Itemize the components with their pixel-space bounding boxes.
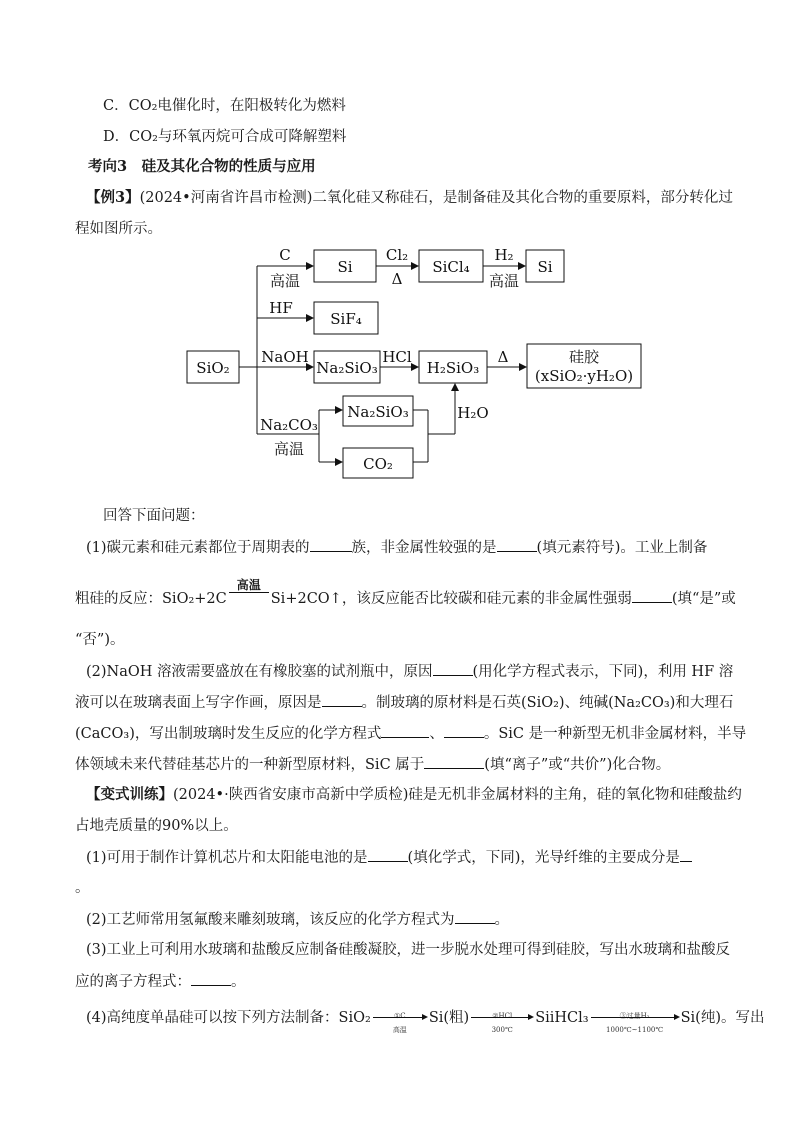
v1-text-a: (1)可用于制作计算机芯片和太阳能电池的是 (86, 850, 368, 866)
q1-condition-bar (229, 592, 269, 593)
variant-line-2: 占地壳质量的90%以上。 (75, 818, 238, 834)
q1-blank-1 (310, 537, 352, 552)
option-d: D．CO₂与环氧丙烷可合成可降解塑料 (103, 129, 347, 145)
q2-blank-3 (381, 723, 429, 738)
v4-arrow-3 (589, 1008, 681, 1034)
example-line-2: 程如图所示。 (75, 221, 162, 237)
label-h2o: H₂O (457, 404, 489, 422)
label-hf: HF (269, 299, 293, 317)
example-line-1 (86, 188, 733, 208)
label-co2: CO₂ (363, 455, 393, 473)
variant-line-1 (86, 785, 742, 805)
v4-arrow-1-bottom: 高温 (392, 1026, 407, 1034)
q2-blank-4 (444, 723, 484, 738)
example-label: 【例3】 (86, 189, 140, 206)
q1-text-c: (填元素符号)。工业上制备 (536, 540, 708, 556)
label-si-final: Si (537, 258, 553, 276)
q1-text-b: 族，非金属性较强的是 (351, 540, 497, 556)
q2-text-b: (用化学方程式表示，下同)，利用 HF 溶 (472, 664, 734, 680)
q2-blank-2 (322, 692, 362, 707)
q2-text-e: (CaCO₃)，写出制玻璃时发生反应的化学方程式 (75, 726, 382, 742)
q2-line-2 (75, 692, 733, 713)
label-gaowen-2: 高温 (488, 272, 520, 290)
label-h2sio3: H₂SiO₃ (426, 359, 480, 377)
v4-text-c: SiiHCl₃ (535, 1010, 589, 1026)
option-c: C．CO₂电催化时，在阳极转化为燃料 (103, 98, 346, 114)
v4-arrow-2-top: ②HCl (492, 1012, 513, 1020)
v4-arrow-2-bottom: 300℃ (491, 1026, 513, 1034)
v4-arrow-1 (371, 1008, 429, 1034)
label-na2sio3-a: Na₂SiO₃ (316, 359, 378, 377)
variant-label: 【变式训练】 (86, 786, 173, 803)
q2-line-4 (75, 754, 670, 775)
v4-text-b: Si(粗) (428, 1010, 470, 1026)
v1-line-1 (86, 847, 692, 868)
label-si: Si (337, 258, 353, 276)
variant-text-1: (2024•·陕西省安康市高新中学质检)硅是无机非金属材料的主角，硅的氧化物和硅酸盐约 (173, 787, 742, 803)
q2-text-h: 体领域未来代替硅基芯片的一种新型原材料，SiC 属于 (75, 757, 425, 773)
label-sio2: SiO₂ (196, 359, 230, 377)
label-naoh: NaOH (261, 348, 309, 366)
v1-line-2: 。 (75, 880, 90, 896)
q1-blank-3 (632, 588, 672, 603)
label-gel-formula: (xSiO₂·yH₂O) (534, 367, 634, 385)
v4-arrow-1-shaft (373, 1017, 425, 1018)
q1-blank-2 (497, 537, 537, 552)
label-hcl: HCl (382, 348, 412, 366)
q1-text-f: (填“是”或 (671, 591, 736, 607)
q2-text-i: (填“离子”或“共价”)化合物。 (484, 757, 671, 773)
q2-line-1 (86, 661, 733, 682)
q2-line-3 (75, 723, 746, 744)
q1-condition (227, 578, 271, 609)
label-gaowen-1: 高温 (269, 272, 301, 290)
v3-line-2 (75, 971, 246, 992)
q2-text-d: 。制玻璃的原材料是石英(SiO₂)、纯碱(Na₂CO₃)和大理石 (361, 695, 734, 711)
label-delta-2: Δ (497, 348, 509, 366)
v2-text-a: (2)工艺师常用氢氟酸来雕刻玻璃，该反应的化学方程式为 (86, 912, 455, 928)
v3-line-1: (3)工业上可利用水玻璃和盐酸反应制备硅酸凝胶，进一步脱水处理可得到硅胶，写出水玻璃和盐酸反 (86, 942, 731, 958)
q2-text-g: 。SiC 是一种新型无机非金属材料，半导 (483, 726, 747, 742)
label-gel-name: 硅胶 (568, 348, 600, 366)
label-na2sio3-b: Na₂SiO₃ (347, 403, 409, 421)
v1-text-b: (填化学式，下同)，光导纤维的主要成分是 (407, 850, 680, 866)
v4-text-a: (4)高纯度单晶硅可以按下列方法制备：SiO₂ (86, 1010, 371, 1026)
v4-arrow-3-top: ③过量H₂ (619, 1012, 650, 1020)
q1-line-1 (86, 537, 707, 558)
v2-text-b: 。 (494, 912, 510, 928)
q2-text-a: (2)NaOH 溶液需要盛放在有橡胶塞的试剂瓶中，原因 (86, 664, 433, 680)
answer-intro: 回答下面问题： (103, 508, 205, 524)
v3-text-c: 。 (231, 974, 246, 990)
label-h2: H₂ (494, 246, 514, 264)
label-sicl4: SiCl₄ (432, 258, 470, 276)
q2-text-c: 液可以在玻璃表面上写字作画，原因是 (75, 695, 322, 711)
label-gaowen-3: 高温 (273, 440, 305, 458)
q1-text-d: 粗硅的反应：SiO₂+2C (75, 591, 227, 607)
q1-condition-text: 高温 (236, 578, 261, 592)
v3-text-b: 应的离子方程式： (75, 974, 191, 990)
q2-blank-1 (433, 661, 473, 676)
q1-line-2 (75, 578, 736, 609)
v3-blank (191, 971, 231, 986)
label-cl2: Cl₂ (385, 246, 409, 264)
q1-text-e: Si+2CO↑，该反应能否比较碳和硅元素的非金属性强弱 (270, 591, 632, 607)
label-c: C (279, 246, 291, 264)
v1-blank-1 (368, 847, 408, 862)
v4-arrow-2-shaft (471, 1017, 531, 1018)
v4-arrow-3-shaft (591, 1017, 677, 1018)
q2-text-f: 、 (429, 726, 444, 742)
example-text-1: (2024•河南省许昌市检测)二氧化硅又称硅石，是制备硅及其化合物的重要原料，部分转化过 (139, 190, 733, 206)
q1-line-3: “否”)。 (75, 632, 125, 648)
v2-line (86, 909, 509, 930)
v4-arrow-2 (469, 1008, 535, 1034)
q2-blank-5 (424, 754, 484, 769)
v4-arrow-3-bottom: 1000℃~1100℃ (606, 1026, 664, 1034)
label-sif4: SiF₄ (330, 310, 362, 328)
v1-blank-2 (680, 847, 692, 862)
label-delta-1: Δ (391, 270, 403, 288)
v4-arrow-1-top: ①C (393, 1012, 406, 1020)
v4-text-d: Si(纯)。写出 (680, 1010, 765, 1026)
section-title: 考向3 硅及其化合物的性质与应用 (88, 158, 316, 175)
label-na2co3: Na₂CO₃ (260, 416, 318, 434)
v4-line (86, 1008, 765, 1034)
reaction-diagram (185, 240, 645, 490)
q1-text-a: (1)碳元素和硅元素都位于周期表的 (86, 540, 310, 556)
v2-blank (455, 909, 495, 924)
